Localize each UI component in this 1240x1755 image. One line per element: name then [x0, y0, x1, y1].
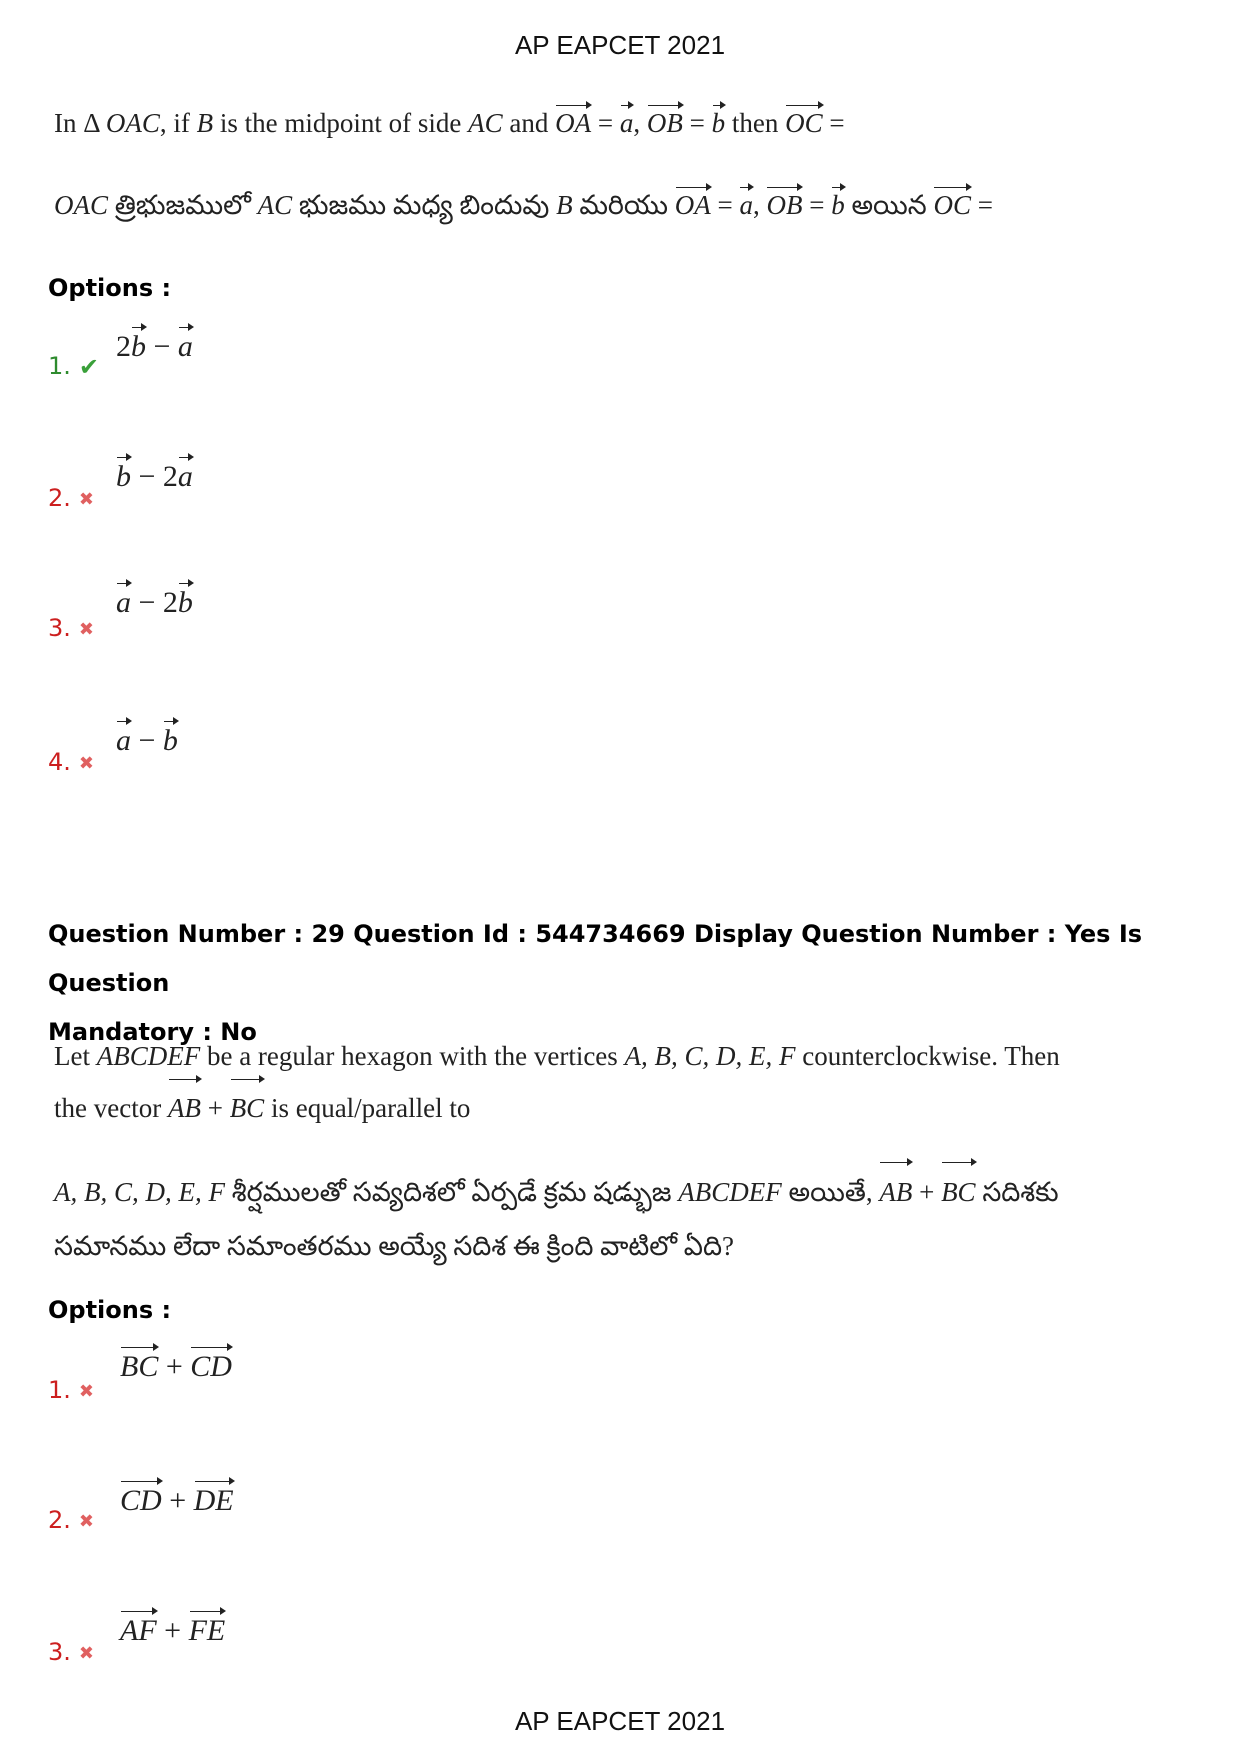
text-fragment: శీర్షములతో సవ్యదిశలో ఏర్పడే క్రమ షడ్భుజ [224, 1177, 679, 1207]
vector-symbol: AB [879, 1165, 912, 1219]
text-fragment: = [970, 190, 993, 220]
q29-option-2-number [48, 1506, 94, 1534]
operator: + [200, 1093, 230, 1123]
q28-option-2-number [48, 484, 94, 512]
vector-symbol: OB [646, 108, 683, 138]
vector-symbol: CD [120, 1484, 162, 1517]
text-fragment: In Δ [54, 108, 106, 138]
text-fragment: , if [159, 108, 197, 138]
coefficient: 2 [116, 330, 131, 363]
vector-symbol: a [177, 460, 193, 493]
cross-icon: ✖ [78, 618, 94, 640]
text-fragment: , [752, 190, 767, 220]
q29-option-1-number [48, 1376, 94, 1404]
vector-symbol: AB [168, 1082, 201, 1134]
question-meta-line: Mandatory : No [48, 1018, 257, 1046]
q29-english-line-2 [54, 1082, 1060, 1134]
operator: + [156, 1614, 189, 1647]
q28-option-1-number [48, 352, 99, 381]
q29-option-3-number [48, 1638, 94, 1666]
math-fragment: OAC [105, 108, 160, 138]
q29-telugu-text [54, 1165, 1059, 1273]
text-fragment: భుజము మధ్య బిందువు [292, 190, 557, 220]
vector-symbol: b [177, 586, 193, 619]
text-fragment: counterclockwise. Then [795, 1041, 1060, 1071]
q29-option-3-expression [120, 1614, 225, 1648]
text-fragment: = [822, 108, 845, 138]
q28-option-4-number [48, 748, 94, 776]
q28-option-3-expression [116, 586, 193, 620]
vector-symbol: BC [120, 1350, 159, 1383]
math-fragment: ABCDEF [96, 1041, 201, 1071]
vector-symbol: OC [933, 190, 971, 220]
text-fragment: then [725, 108, 786, 138]
math-fragment: AC [468, 108, 503, 138]
option-number: 1. [48, 352, 71, 380]
text-fragment: మరియు [572, 190, 675, 220]
option-number: 3. [48, 1638, 71, 1666]
vector-symbol: OA [555, 108, 592, 138]
check-icon: ✔ [78, 353, 100, 381]
vector-symbol: CD [190, 1350, 232, 1383]
q28-option-3-number [48, 614, 94, 642]
vector-symbol: AF [120, 1614, 157, 1647]
q28-english-text [54, 108, 845, 139]
coefficient: 2 [162, 460, 178, 493]
vector-symbol: b [831, 190, 845, 220]
text-fragment: సదిశకు [975, 1177, 1059, 1207]
math-fragment: B [196, 108, 214, 138]
operator: − [131, 724, 163, 757]
cross-icon: ✖ [78, 752, 94, 774]
text-fragment: the vector [54, 1093, 168, 1123]
math-fragment: A, B, C, D, E, F [624, 1041, 796, 1071]
text-fragment: త్రిభుజములో [108, 190, 258, 220]
text-fragment: Let [54, 1041, 97, 1071]
vector-symbol: b [116, 460, 131, 493]
vector-symbol: a [116, 586, 131, 619]
text-fragment: , [633, 108, 647, 138]
operator: + [158, 1350, 191, 1383]
vector-symbol: FE [188, 1614, 226, 1647]
operator: + [161, 1484, 194, 1517]
cross-icon: ✖ [78, 488, 94, 510]
option-number: 2. [48, 1506, 71, 1534]
math-fragment: A, B, C, D, E, F [54, 1177, 225, 1207]
question-meta-line: Question Number : 29 Question Id : 544734669 Display Question Number : Yes Is Question [48, 920, 1143, 997]
page-footer-title: AP EAPCET 2021 [514, 1706, 726, 1736]
math-fragment: AC [257, 190, 293, 220]
vector-symbol: a [739, 190, 753, 220]
text-fragment: అయితే, [781, 1177, 880, 1207]
text-fragment: is the midpoint of side [213, 108, 469, 138]
math-fragment: OAC [54, 190, 108, 220]
vector-symbol: DE [193, 1484, 234, 1517]
q29-telugu-line-1 [54, 1165, 1059, 1219]
vector-symbol: BC [941, 1165, 976, 1219]
page-header-title: AP EAPCET 2021 [514, 30, 726, 60]
math-fragment: B [556, 190, 573, 220]
text-fragment: = [802, 190, 832, 220]
operator: − [131, 586, 163, 619]
operator: − [146, 330, 178, 363]
option-number: 4. [48, 748, 71, 776]
vector-symbol: BC [230, 1082, 265, 1134]
q28-option-1-expression [116, 330, 193, 364]
text-fragment: = [710, 190, 740, 220]
vector-symbol: OA [674, 190, 711, 220]
vector-symbol: b [131, 330, 146, 363]
option-number: 2. [48, 484, 71, 512]
text-fragment: అయిన [844, 190, 934, 220]
q29-option-2-expression [120, 1484, 234, 1518]
operator: − [131, 460, 163, 493]
vector-symbol: a [177, 330, 193, 363]
cross-icon: ✖ [78, 1642, 94, 1664]
cross-icon: ✖ [78, 1510, 94, 1532]
q29-english-text [54, 1030, 1060, 1134]
option-number: 3. [48, 614, 71, 642]
text-fragment: = [591, 108, 620, 138]
option-number: 1. [48, 1376, 71, 1404]
q29-telugu-line-2: సమానము లేదా సమాంతరము అయ్యే సదిశ ఈ క్రింది వాటిలో ఏది? [54, 1231, 735, 1261]
vector-symbol: OB [766, 190, 803, 220]
vector-symbol: OC [785, 108, 823, 138]
operator: + [912, 1177, 942, 1207]
vector-symbol: a [619, 108, 634, 138]
vector-symbol: a [116, 724, 131, 757]
q28-options-label: Options : [48, 274, 172, 302]
math-fragment: ABCDEF [678, 1177, 782, 1207]
text-fragment: be a regular hexagon with the vertices [200, 1041, 625, 1071]
q29-option-1-expression [120, 1350, 232, 1384]
q28-option-2-expression [116, 460, 193, 494]
text-fragment: is equal/parallel to [264, 1093, 471, 1123]
q28-telugu-text [54, 190, 993, 228]
text-fragment: and [502, 108, 556, 138]
q29-options-label: Options : [48, 1296, 172, 1324]
vector-symbol: b [162, 724, 178, 757]
vector-symbol: b [711, 108, 726, 138]
q28-option-4-expression [116, 724, 178, 758]
cross-icon: ✖ [78, 1380, 94, 1402]
text-fragment: = [682, 108, 712, 138]
coefficient: 2 [162, 586, 178, 619]
q29-english-line-1 [54, 1030, 1060, 1082]
